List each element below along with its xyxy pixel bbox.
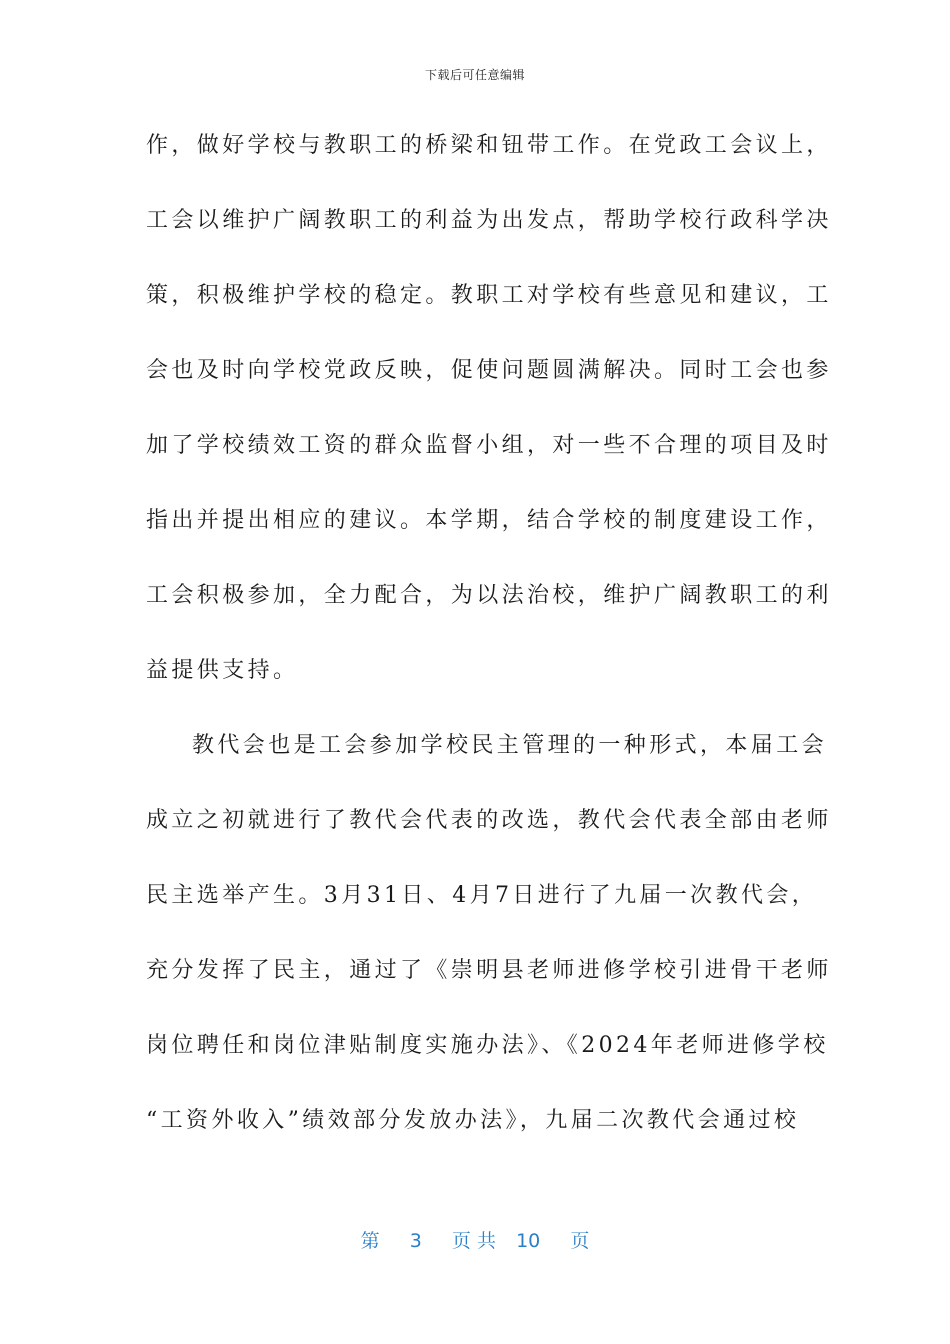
text-line: 指出并提出相应的建议。本学期，结合学校的制度建设工作，	[146, 508, 832, 533]
text-line: “工资外收入”绩效部分发放办法》，九届二次教代会通过校	[146, 1108, 800, 1133]
text-line: 岗位聘任和岗位津贴制度实施办法》、《2024年老师进修学校	[146, 1033, 829, 1058]
text-line: 会也及时向学校党政反映，促使问题圆满解决。同时工会也参	[146, 358, 832, 383]
paragraph-first-line: 教代会也是工会参加学校民主管理的一种形式，本届工会	[192, 733, 828, 758]
text-line: 民主选举产生。3月31日、4月7日进行了九届一次教代会，	[146, 883, 818, 908]
text-line: 充分发挥了民主，通过了《崇明县老师进修学校引进骨干老师	[146, 958, 832, 983]
text-line: 益提供支持。	[146, 658, 299, 683]
text-line: 成立之初就进行了教代会代表的改选，教代会代表全部由老师	[146, 808, 832, 833]
text-line: 作，做好学校与教职工的桥梁和钮带工作。在党政工会议上，	[146, 133, 832, 158]
text-line: 策，积极维护学校的稳定。教职工对学校有些意见和建议，工	[146, 283, 832, 308]
total-page-count: 10	[516, 1230, 541, 1252]
header-note: 下载后可任意编辑	[424, 68, 525, 82]
text-line: 加了学校绩效工资的群众监督小组，对一些不合理的项目及时	[146, 433, 832, 458]
text-line: 工会积极参加，全力配合，为以法治校，维护广阔教职工的利	[146, 583, 832, 608]
current-page-number: 3	[409, 1230, 422, 1252]
footer-prefix: 第	[360, 1230, 380, 1252]
footer-suffix: 页	[570, 1230, 590, 1252]
page-footer	[0, 1226, 950, 1253]
text-line: 工会以维护广阔教职工的利益为出发点，帮助学校行政科学决	[146, 208, 832, 233]
footer-middle: 页 共	[451, 1230, 496, 1252]
